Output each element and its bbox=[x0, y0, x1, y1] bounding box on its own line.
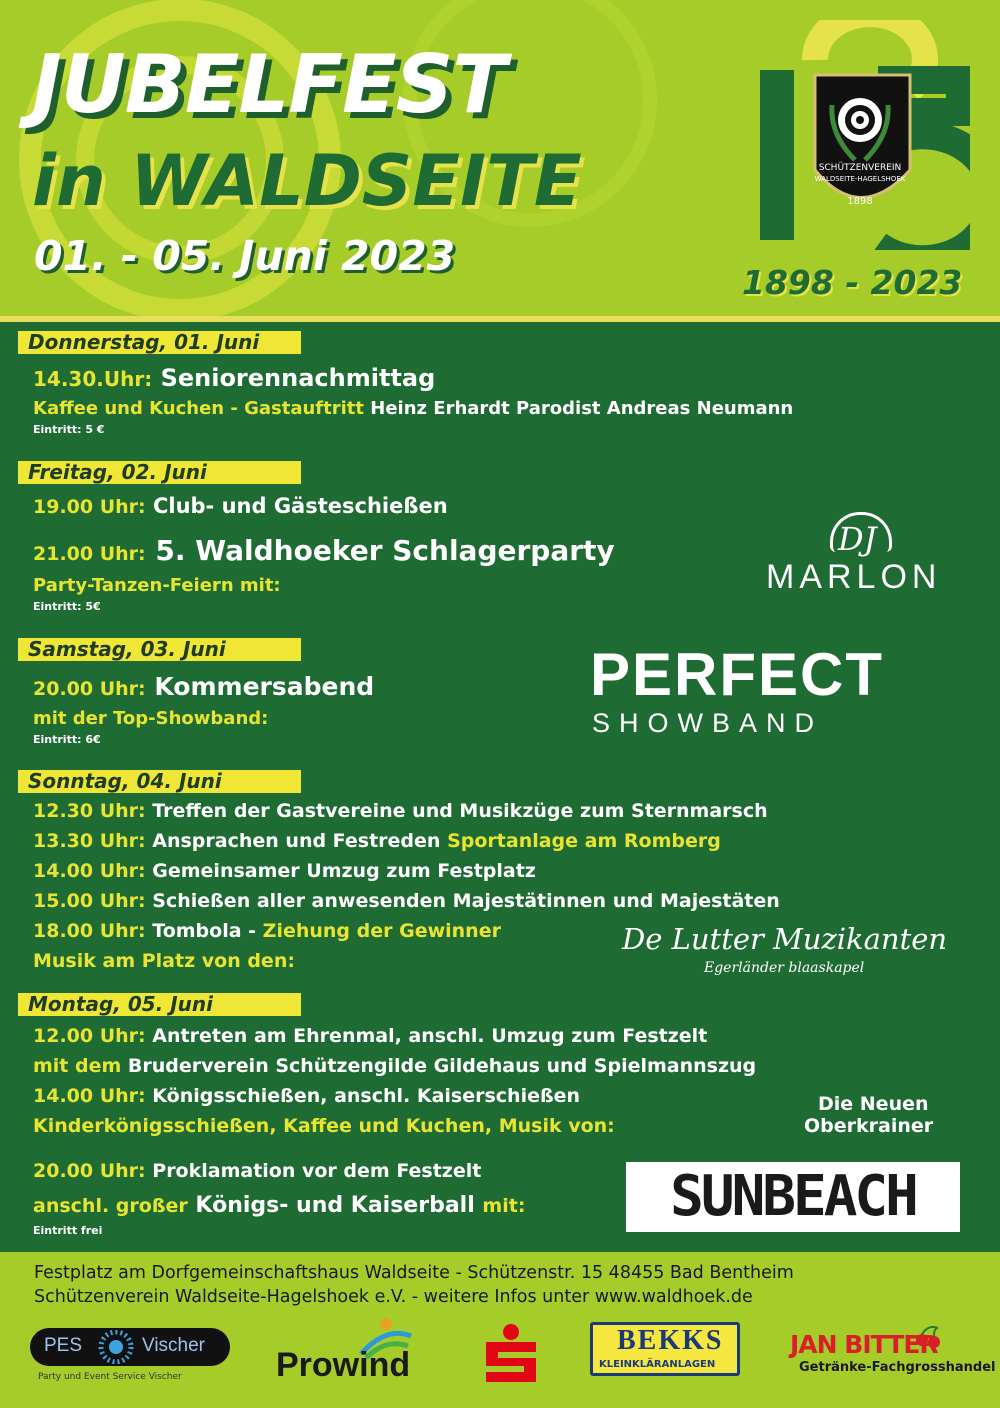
sponsor-pes-subtitle: Party und Event Service Vischer bbox=[38, 1372, 182, 1382]
event-line: 21.00 Uhr: 5. Waldhoeker Schlagerparty bbox=[33, 534, 615, 567]
entry-fee: Eintritt frei bbox=[33, 1224, 103, 1237]
day-header-friday: Freitag, 02. Juni bbox=[18, 461, 301, 484]
event-line: 18.00 Uhr: Tombola - Ziehung der Gewinner bbox=[33, 920, 501, 942]
sponsor-bekks: BEKKS KLEINKLÄRANLAGEN bbox=[590, 1322, 740, 1376]
event-line: 12.00 Uhr: Antreten am Ehrenmal, anschl. Umzug zum Festzelt bbox=[33, 1025, 708, 1047]
title-jubelfest: JUBELFEST bbox=[32, 38, 506, 131]
day-header-sunday: Sonntag, 04. Juni bbox=[18, 770, 301, 793]
event-line: 14.30.Uhr: Seniorennachmittag bbox=[33, 364, 436, 392]
event-detail: Musik am Platz von den: bbox=[33, 950, 295, 972]
sponsor-prowind: Prowind bbox=[276, 1346, 411, 1384]
event-line: 19.00 Uhr: Club- und Gästeschießen bbox=[33, 494, 448, 518]
egerlaender-subtitle: Egerländer blaaskapel bbox=[704, 960, 865, 976]
entry-fee: Eintritt: 5€ bbox=[33, 600, 101, 613]
event-detail: Party-Tanzen-Feiern mit: bbox=[33, 575, 281, 596]
event-line: 14.00 Uhr: Gemeinsamer Umzug zum Festplatz bbox=[33, 860, 536, 882]
perfect-logo: PERFECT bbox=[590, 641, 885, 708]
de-lutter-muzikanten-logo: De Lutter Muzikanten bbox=[622, 922, 948, 956]
sponsor-jan-bitter-subtitle: Getränke-Fachgrosshandel bbox=[799, 1360, 996, 1375]
event-line: 20.00 Uhr: Proklamation vor dem Festzelt bbox=[33, 1160, 482, 1182]
header-banner bbox=[0, 0, 1000, 316]
event-line: 12.30 Uhr: Treffen der Gastvereine und Musikzüge zum Sternmarsch bbox=[33, 800, 768, 822]
event-line: anschl. großer Königs- und Kaiserball mit: bbox=[33, 1193, 526, 1218]
die-neuen-oberkrainer: Die Neuen Oberkrainer bbox=[804, 1093, 934, 1137]
sponsor-pes-vischer: PES Vischer bbox=[30, 1328, 230, 1366]
event-line: 13.30 Uhr: Ansprachen und Festreden Sportanlage am Romberg bbox=[33, 830, 721, 852]
title-waldseite: in WALDSEITE bbox=[32, 140, 582, 222]
footer-club-info: Schützenverein Waldseite-Hagelshoek e.V. - weitere Infos unter www.waldhoek.de bbox=[34, 1287, 753, 1307]
event-line: 14.00 Uhr: Königsschießen, anschl. Kaiserschießen bbox=[33, 1085, 581, 1107]
event-dates: 01. - 05. Juni 2023 bbox=[34, 232, 456, 280]
event-detail: Kinderkönigsschießen, Kaffee und Kuchen, Musik von: bbox=[33, 1115, 615, 1137]
dotted-globe-icon bbox=[96, 1330, 136, 1364]
dj-label: DJ bbox=[838, 520, 877, 558]
svg-text:1898: 1898 bbox=[847, 196, 873, 207]
entry-fee: Eintritt: 5 € bbox=[33, 423, 105, 436]
sunbeach-logo: SUNBEACH bbox=[626, 1162, 960, 1232]
event-line: mit dem Bruderverein Schützengilde Gildehaus und Spielmannszug bbox=[33, 1055, 757, 1077]
event-line: 20.00 Uhr: Kommersabend bbox=[33, 672, 375, 701]
day-header-saturday: Samstag, 03. Juni bbox=[18, 638, 301, 661]
dj-marlon-logo: MARLON bbox=[766, 558, 942, 596]
sparkasse-s-icon bbox=[478, 1322, 544, 1384]
entry-fee: Eintritt: 6€ bbox=[33, 733, 101, 746]
event-line: 15.00 Uhr: Schießen aller anwesenden Majestätinnen und Majestäten bbox=[33, 890, 780, 912]
sponsor-jan-bitter: JAN BITTER bbox=[790, 1330, 938, 1359]
day-header-monday: Montag, 05. Juni bbox=[18, 993, 301, 1016]
footer-address: Festplatz am Dorfgemeinschaftshaus Waldseite - Schützenstr. 15 48455 Bad Bentheim bbox=[34, 1263, 794, 1283]
svg-text:SCHÜTZENVEREIN: SCHÜTZENVEREIN bbox=[818, 163, 902, 173]
event-detail: mit der Top-Showband: bbox=[33, 708, 269, 729]
svg-text:WALDSEITE-HAGELSHOEK: WALDSEITE-HAGELSHOEK bbox=[814, 175, 906, 183]
showband-logo: SHOWBAND bbox=[592, 708, 824, 738]
day-header-thursday: Donnerstag, 01. Juni bbox=[18, 331, 301, 354]
anniversary-125-emblem bbox=[760, 20, 970, 250]
anniversary-years: 1898 - 2023 bbox=[742, 263, 963, 302]
event-detail: Kaffee und Kuchen - Gastauftritt Heinz Erhardt Parodist Andreas Neumann bbox=[33, 398, 794, 419]
